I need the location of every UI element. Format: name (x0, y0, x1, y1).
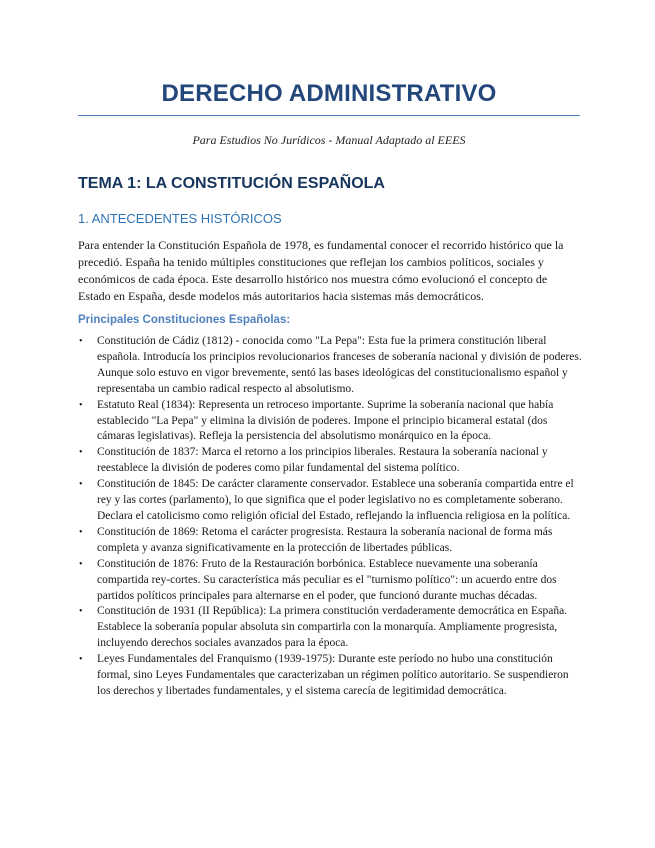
list-item (78, 398, 582, 446)
document-subtitle: Para Estudios No Jurídicos - Manual Adaptado al EEES (192, 133, 466, 147)
list-item (78, 477, 582, 525)
list-item-text: Estatuto Real (1834): Representa un retroceso importante. Suprime la soberanía nacional que había establecido "La Pepa" y elimina la división de poderes. Impone el principio bicameral estatal (dos cámaras legislativas). Refleja la persistencia del absolutismo monárquico en la época. (97, 398, 554, 443)
list-item-text: Leyes Fundamentales del Franquismo (1939-1975): Durante este período no hubo una constitución formal, sino Leyes Fundamentales que caracterizaban un régimen político autoritario. Se suspendieron los derechos y libertades fundamentales, y el sistema carecía de legitimidad democrática. (97, 653, 569, 697)
document-title: DERECHO ADMINISTRATIVO (161, 80, 497, 107)
bullet-icon: • (79, 526, 83, 538)
list-item-text: Constitución de 1837: Marca el retorno a los principios liberales. Restaura la soberanía nacional y reestablece la división de poderes como pilar fundamental del sistema político. (97, 446, 548, 475)
list-item (78, 604, 582, 652)
list-item (78, 557, 582, 605)
bullet-icon: • (79, 336, 83, 347)
list-item (78, 652, 582, 700)
intro-paragraph: Para entender la Constitución Española de 1978, es fundamental conocer el recorrido histórico que la precedió. España ha tenido múltiples constituciones que reflejan los cambios políticos, sociales y económicos de cada época. Este desarrollo histórico nos muestra cómo evolucionó el concepto de Estado en España, desde modelos más autoritarios hacia sistemas más democráticos. (78, 238, 564, 303)
bullet-icon: • (79, 399, 83, 411)
tema-heading: TEMA 1: LA CONSTITUCIÓN ESPAÑOLA (78, 175, 385, 192)
bullet-icon: • (79, 479, 83, 491)
title-divider (78, 115, 580, 116)
list-item-text: Constitución de Cádiz (1812) - conocida como "La Pepa": Esta fue la primera constitución liberal española. Introducía los principios revolucionarios franceses de soberanía nacional y división de poderes. Aunque solo estuvo en vigor brevemente, sentó las bases ideológicas del constitucionalismo español y representaba un cambio radical respecto al absolutismo. (97, 335, 582, 395)
bullet-icon: • (79, 447, 83, 459)
list-item (78, 334, 582, 398)
section-heading: 1. ANTECEDENTES HISTÓRICOS (78, 211, 282, 226)
bullet-icon: • (79, 654, 83, 666)
constitutions-subheading: Principales Constituciones Españolas: (78, 314, 291, 326)
list-item (78, 445, 582, 477)
bullet-icon: • (79, 606, 83, 618)
list-item-text: Constitución de 1931 (II República): La primera constitución verdaderamente democrática en España. Establece la soberanía popular absoluta sin compartirla con la monarquía. Ampliamente progresista, incluyendo derechos sociales avanzados para la época. (97, 605, 568, 650)
constitutions-list (78, 334, 582, 700)
list-item (78, 525, 582, 557)
list-item-text: Constitución de 1876: Fruto de la Restauración borbónica. Establece nuevamente una soberanía compartida rey-cortes. Su característica más peculiar es el "turnismo político": un acuerdo entre dos partidos políticos principales para alternarse en el poder, que funcionó durante muchas décadas. (97, 557, 557, 602)
list-item-text: Constitución de 1869: Retoma el carácter progresista. Restaura la soberanía nacional de forma más completa y avanza significativamente en la protección de libertades públicas. (97, 525, 553, 554)
bullet-icon: • (79, 558, 83, 570)
list-item-text: Constitución de 1845: De carácter claramente conservador. Establece una soberanía compartida entre el rey y las cortes (parlamento), lo que significa que el poder legislativo no es completamente soberano. Declara el catolicismo como religión oficial del Estado, reflejando la influencia religiosa en la política. (97, 478, 574, 522)
